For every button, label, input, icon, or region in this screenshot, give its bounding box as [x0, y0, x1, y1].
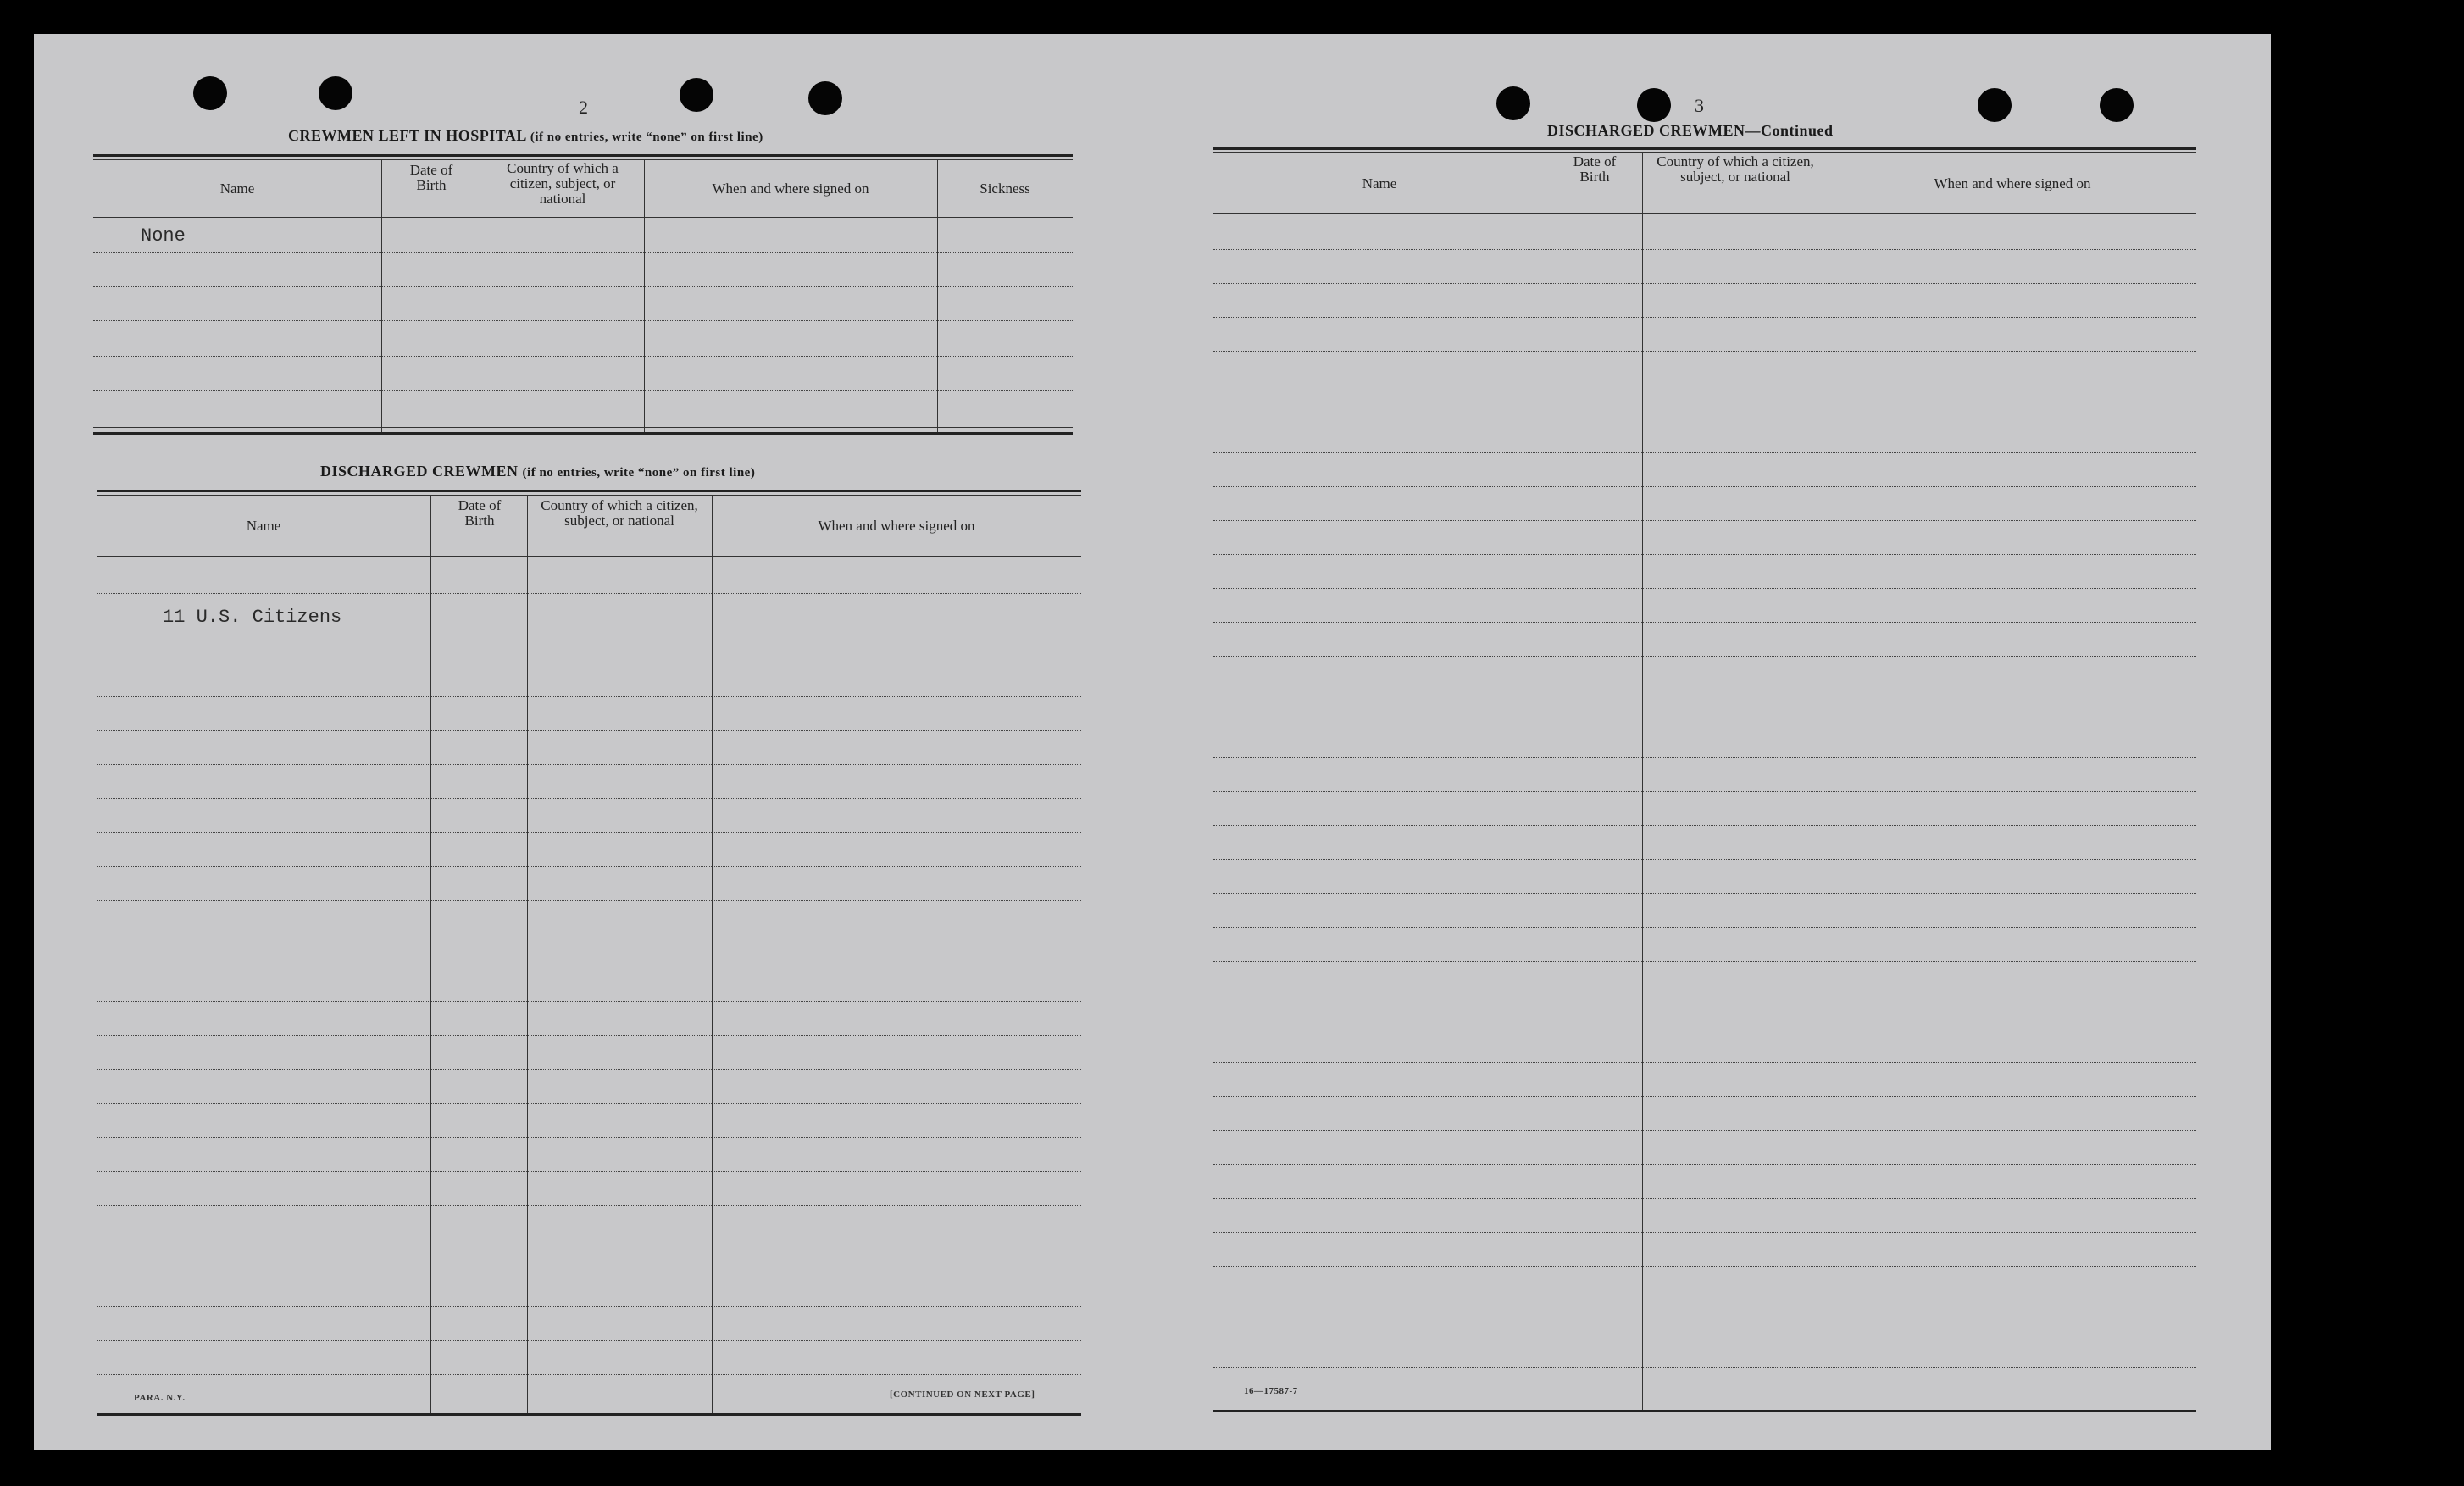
discharged-heading: [320, 463, 755, 480]
hospital-col-sickness: Sickness: [979, 180, 1030, 197]
footer-form-number: 16—17587-7: [1244, 1386, 1298, 1396]
discharged-instruction: (if no entries, write “none” on first line): [522, 466, 756, 480]
punch-hole: [1978, 88, 2012, 122]
discharged-title: DISCHARGED CREWMEN: [320, 463, 519, 480]
discharged-col-country: Country of which a citizen, subject, or national: [541, 497, 698, 529]
hospital-table: [93, 154, 1073, 435]
discharged-col-name: Name: [246, 518, 281, 534]
discharged-col-signed: When and where signed on: [818, 518, 975, 534]
hospital-col-signed: When and where signed on: [712, 180, 869, 197]
continued-table: [1213, 147, 2196, 1415]
punch-hole: [808, 81, 842, 115]
punch-hole: [319, 76, 352, 110]
punch-hole: [1496, 86, 1530, 120]
continued-col-country: Country of which a citizen, subject, or national: [1657, 153, 1814, 185]
continued-col-name: Name: [1362, 175, 1397, 191]
hospital-heading: [288, 127, 763, 145]
punch-hole: [1637, 88, 1671, 122]
hospital-col-name: Name: [219, 180, 255, 197]
hospital-col-country: Country of which a citizen, subject, or national: [507, 160, 619, 207]
hospital-col-dob: Date of Birth: [409, 162, 453, 193]
hospital-instruction: (if no entries, write “none” on first line): [530, 130, 763, 144]
punch-hole: [680, 78, 713, 112]
punch-hole: [2100, 88, 2134, 122]
discharged-table: [97, 490, 1081, 1418]
footer-continued: [CONTINUED ON NEXT PAGE]: [890, 1389, 1035, 1400]
footer-printer: PARA. N.Y.: [134, 1393, 186, 1403]
punch-hole: [193, 76, 227, 110]
discharged-entry: 11 U.S. Citizens: [163, 607, 342, 628]
discharged-col-dob: Date of Birth: [458, 497, 502, 529]
continued-heading: DISCHARGED CREWMEN—Continued: [1547, 122, 1834, 139]
continued-col-signed: When and where signed on: [1934, 175, 2091, 191]
hospital-title: CREWMEN LEFT IN HOSPITAL: [288, 127, 526, 144]
page-number-right: 3: [1695, 95, 1704, 116]
document-sheet: [34, 34, 2271, 1450]
page-number-left: 2: [579, 97, 588, 118]
continued-col-dob: Date of Birth: [1573, 153, 1617, 185]
hospital-entry: None: [141, 225, 186, 247]
